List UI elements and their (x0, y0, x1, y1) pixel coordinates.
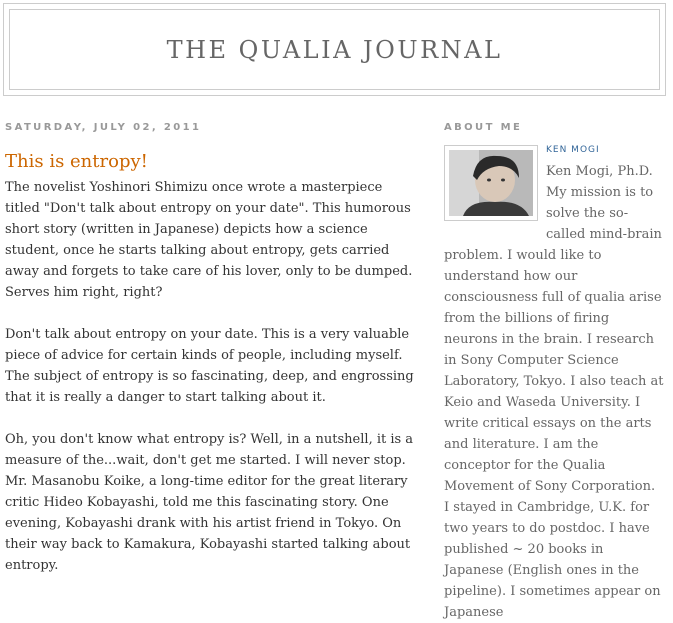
post-title[interactable]: This is entropy! (5, 151, 148, 172)
post-paragraph: Oh, you don't know what entropy is? Well, in a nutshell, it is a measure of the...wait, don't get me started. I will never stop. Mr. Masanobu Koike, a long-time editor for the great literary critic Hideo Kobayashi, told me this fascinating story. One evening, Kobayashi drank with his artist friend in Tokyo. On their way back to Kamakura, Kobayashi started talking about entropy. (5, 432, 414, 573)
about-me-title: ABOUT ME (444, 122, 523, 133)
blog-title[interactable]: THE QUALIA JOURNAL (166, 35, 503, 64)
profile-name-link[interactable]: KEN MOGI (546, 145, 600, 155)
portrait-illustration (449, 150, 533, 216)
post-paragraph: The novelist Yoshinori Shimizu once wrote a masterpiece titled "Don't talk about entropy on your date". This humorous short story (written in Japanese) depicts how a science student, once he starts talking about entropy, gets carried away and forgets to take care of his lover, only to be dumped. Serves him right, right? (5, 180, 413, 300)
post-date: SATURDAY, JULY 02, 2011 (5, 122, 202, 133)
blog-header-inner (9, 9, 660, 90)
main-column (5, 122, 415, 597)
post-paragraph: Don't talk about entropy on your date. This is a very valuable piece of advice for certain kinds of people, including myself. The subject of entropy is so fascinating, deep, and engrossing that it is really a danger to start talking about it. (5, 327, 414, 405)
post-body (5, 177, 415, 576)
profile-photo-image (449, 150, 533, 216)
sidebar (444, 122, 664, 623)
profile-photo[interactable] (444, 145, 538, 221)
profile (444, 145, 664, 623)
profile-description: Ken Mogi, Ph.D. My mission is to solve the so-called mind-brain problem. I would like to understand how our consciousness full of qualia arise from the billions of firing neurons in the brain. I research in Sony Computer Science Laboratory, Tokyo. I also teach at Keio and Waseda University. I write critical essays on the arts and literature. I am the conceptor for the Qualia Movement of Sony Corporation. I stayed in Cambridge, U.K. for two years to do postdoc. I have published ~ 20 books in Japanese (English ones in the pipeline). I sometimes appear on Japanese (444, 164, 664, 620)
blog-header (3, 3, 666, 96)
